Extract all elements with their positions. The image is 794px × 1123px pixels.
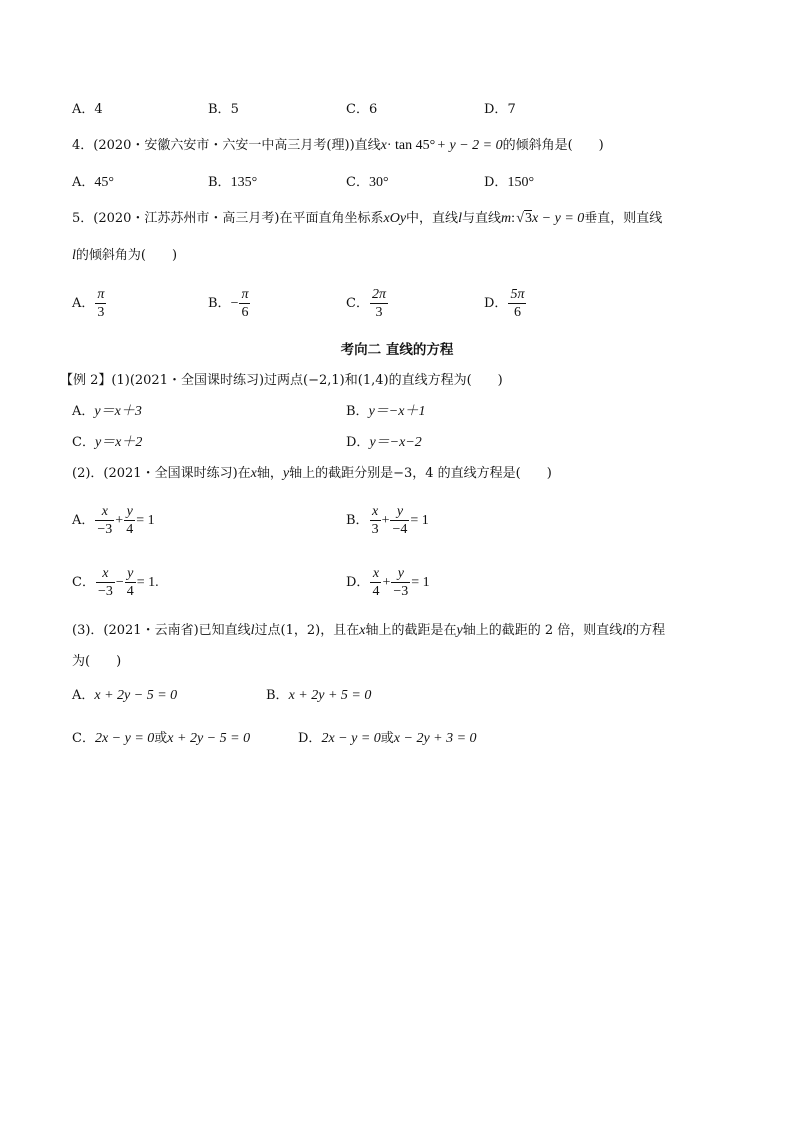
q3-option-b: B．5 bbox=[208, 102, 239, 117]
ex2-part3-option-d: D．2x − y = 0或x − 2y + 3 = 0 bbox=[298, 731, 477, 746]
fraction: $\frac{5\pi}{6}$ bbox=[510, 287, 525, 320]
ex2-part3-question: (3)．(2021・云南省)已知直线l过点(1，2)，且在x轴上的截距是在y轴上的截距的 2 倍，则直线l的方程 bbox=[72, 623, 666, 638]
q3-option-c: C．6 bbox=[346, 102, 378, 117]
q5-question: 5．(2020・江苏苏州市・高三月考)在平面直角坐标系xOy中，直线l与直线m: √3x − y = 0垂直，则直线 bbox=[72, 211, 663, 226]
fraction: $\frac{y}{-4}$ bbox=[392, 504, 408, 537]
ex2-part1-option-b: B．y＝−x＋1 bbox=[346, 404, 426, 419]
fraction: $\frac{x}{-3}$ bbox=[97, 504, 113, 537]
q4-option-b: B．135° bbox=[208, 175, 258, 190]
ex2-part2-option-a: A． $\frac{x}{-3}$ + $\frac{y}{4}$ = 1 bbox=[72, 504, 155, 537]
q5-option-d: D． $\frac{5\pi}{6}$ bbox=[484, 287, 525, 320]
q3-option-d: D．7 bbox=[484, 102, 516, 117]
sqrt-symbol: √ bbox=[516, 211, 524, 226]
q5-option-c: C． $\frac{2\pi}{3}$ bbox=[346, 287, 386, 320]
ex2-part3-question-line2: 为( ) bbox=[72, 654, 122, 669]
ex2-part1-question: 【例 2】(1)(2021・全国课时练习)过两点(−2,1)和(1,4)的直线方程为( ) bbox=[60, 373, 503, 388]
q5-question-line2: l的倾斜角为( ) bbox=[72, 248, 178, 263]
ex2-part3-option-c: C．2x − y = 0或x + 2y − 5 = 0 bbox=[72, 731, 251, 746]
ex2-part1-option-d: D．y＝−x−2 bbox=[346, 435, 422, 450]
fraction: $\frac{x}{4}$ bbox=[372, 566, 380, 599]
q4-question: 4．(2020・安徽六安市・六安一中高三月考(理))直线x· tan 45° + y − 2 = 0的倾斜角是( ) bbox=[72, 138, 604, 153]
fraction: $\frac{x}{-3}$ bbox=[97, 566, 113, 599]
fraction: $\frac{y}{4}$ bbox=[126, 504, 134, 537]
q4-option-c: C．30° bbox=[346, 175, 389, 190]
fraction: $\frac{\pi}{6}$ bbox=[241, 287, 249, 320]
fraction: $\frac{x}{3}$ bbox=[371, 504, 379, 537]
ex2-part2-option-d: D． $\frac{x}{4}$ + $\frac{y}{-3}$ = 1 bbox=[346, 566, 430, 599]
fraction: $\frac{y}{-3}$ bbox=[393, 566, 409, 599]
q4-option-d: D．150° bbox=[484, 175, 535, 190]
ex2-part1-option-c: C．y＝x＋2 bbox=[72, 435, 143, 450]
ex2-part3-option-a: A．x + 2y − 5 = 0 bbox=[72, 688, 178, 703]
q4-option-a: A．45° bbox=[72, 175, 114, 190]
q5-option-b: B．− $\frac{\pi}{6}$ bbox=[208, 287, 249, 320]
ex2-part2-question: (2)．(2021・全国课时练习)在x轴，y轴上的截距分别是−3，4 的直线方程是( ) bbox=[72, 466, 552, 481]
q5-option-a: A． $\frac{\pi}{3}$ bbox=[72, 287, 105, 320]
ex2-part1-option-a: A．y＝x＋3 bbox=[72, 404, 142, 419]
ex2-part2-option-c: C． $\frac{x}{-3}$ − $\frac{y}{4}$ = 1. bbox=[72, 566, 159, 599]
q3-option-a: A．4 bbox=[72, 102, 103, 117]
section-title: 考向二 直线的方程 bbox=[340, 342, 454, 358]
fraction: $\frac{2\pi}{3}$ bbox=[371, 287, 386, 320]
fraction: $\frac{\pi}{3}$ bbox=[97, 287, 105, 320]
ex2-part3-option-b: B．x + 2y + 5 = 0 bbox=[266, 688, 372, 703]
fraction: $\frac{y}{4}$ bbox=[126, 566, 134, 599]
ex2-part2-option-b: B． $\frac{x}{3}$ + $\frac{y}{-4}$ = 1 bbox=[346, 504, 429, 537]
